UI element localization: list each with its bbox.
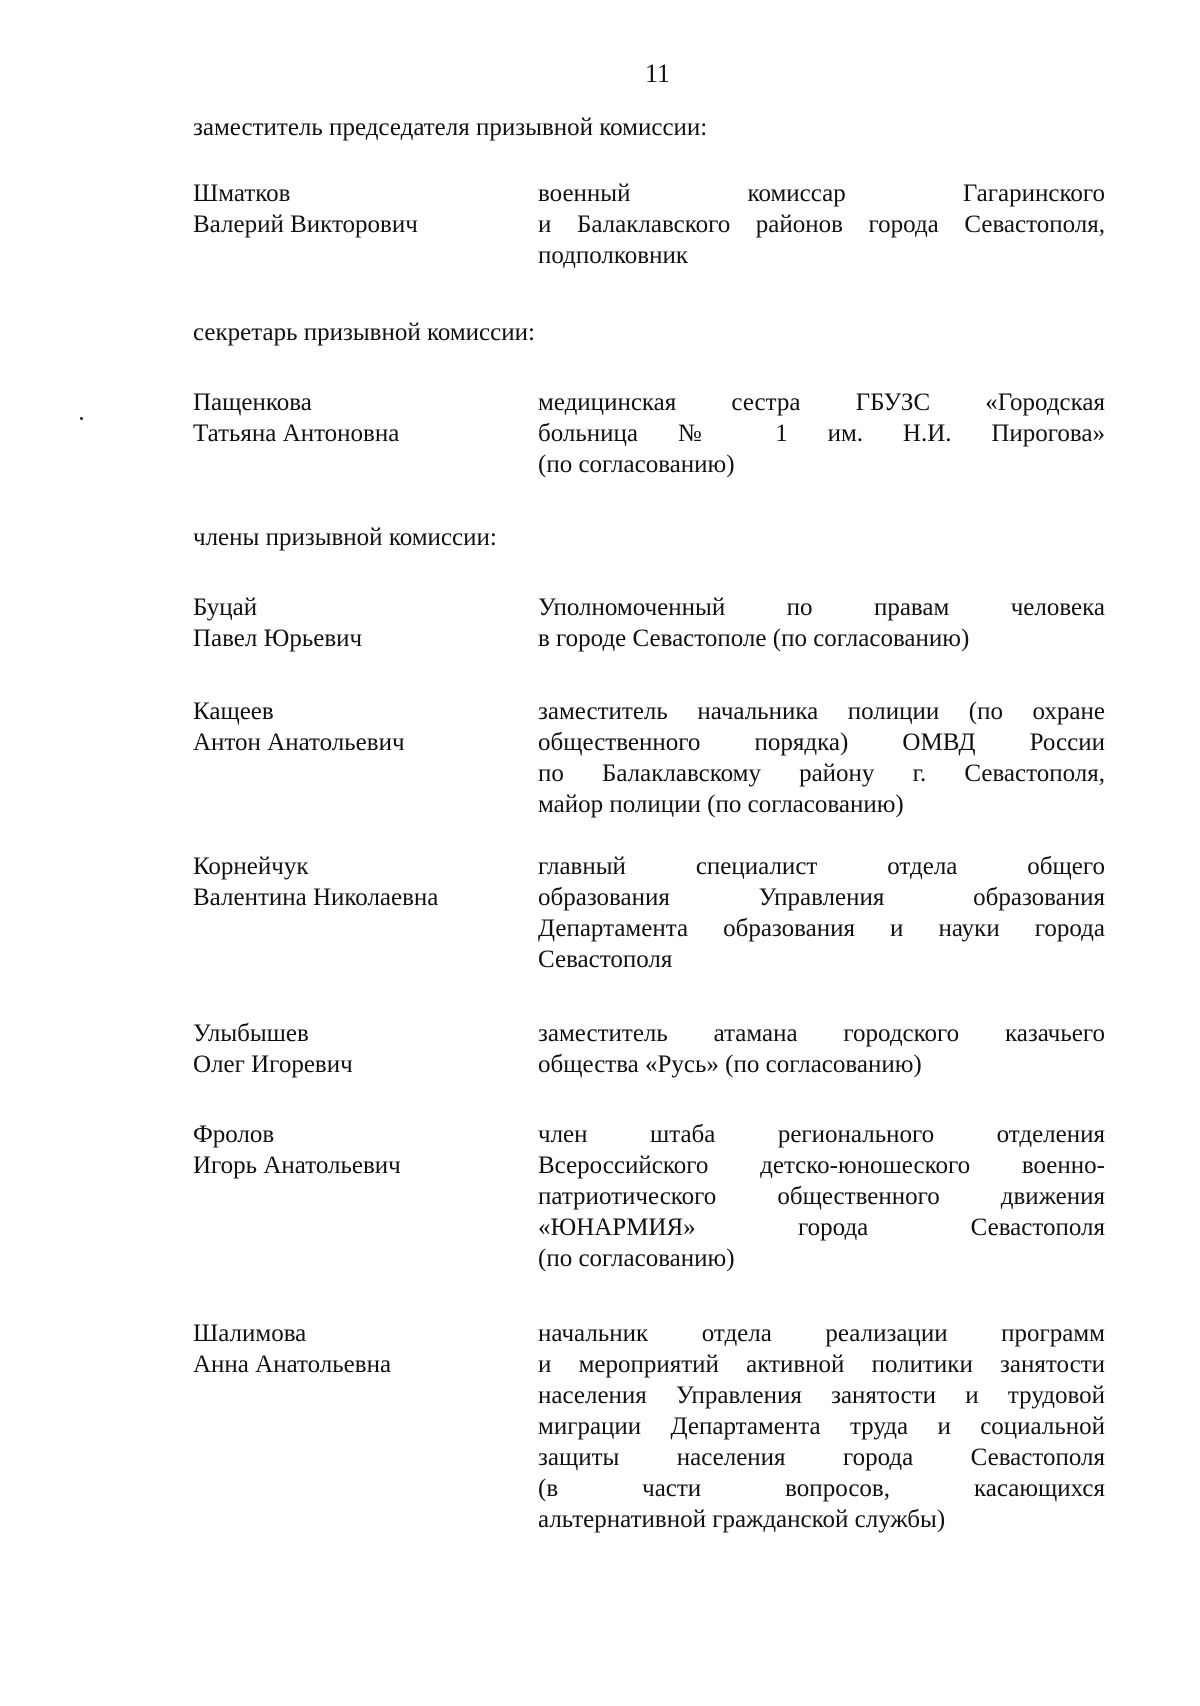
member-given-name: Павел Юрьевич xyxy=(193,625,363,652)
member-role xyxy=(538,1119,1105,1274)
role-line: защиты населения города Севастополя xyxy=(538,1444,1105,1471)
member-given-name: Татьяна Антоновна xyxy=(193,420,400,447)
role-line: альтернативной гражданской службы) xyxy=(538,1506,946,1533)
member-name xyxy=(193,1318,523,1380)
section-heading: заместитель председателя призывной комиссии: xyxy=(193,114,708,141)
role-line: и Балаклавского районов города Севастополя, xyxy=(538,211,1105,238)
member-name xyxy=(193,178,523,240)
member-role xyxy=(538,1318,1105,1535)
member-given-name: Игорь Анатольевич xyxy=(193,1152,401,1179)
member-given-name: Валерий Викторович xyxy=(193,211,418,238)
member-role xyxy=(538,696,1105,820)
member-role xyxy=(538,592,1105,654)
role-line: член штаба регионального отделения xyxy=(538,1121,1105,1148)
member-given-name: Анна Анатольевна xyxy=(193,1351,392,1378)
section-heading: члены призывной комиссии: xyxy=(193,524,497,551)
member-role xyxy=(538,387,1105,480)
member-surname: Шалимова xyxy=(193,1320,307,1347)
role-line: больница № 1 им. Н.И. Пирогова» xyxy=(538,420,1105,447)
role-line: Департамента образования и науки города xyxy=(538,915,1105,942)
member-role xyxy=(538,1018,1105,1080)
role-line: миграции Департамента труда и социальной xyxy=(538,1413,1105,1440)
member-given-name: Антон Анатольевич xyxy=(193,729,405,756)
section-heading: секретарь призывной комиссии: xyxy=(193,319,535,346)
role-line: заместитель начальника полиции (по охране xyxy=(538,698,1105,725)
role-line: по Балаклавскому району г. Севастополя, xyxy=(538,760,1105,787)
member-role xyxy=(538,851,1105,975)
member-surname: Пащенкова xyxy=(193,389,312,416)
role-line: начальник отдела реализации программ xyxy=(538,1320,1105,1347)
role-line: Всероссийского детско-юношеского военно- xyxy=(538,1152,1105,1179)
role-line: «ЮНАРМИЯ» города Севастополя xyxy=(538,1214,1105,1241)
role-line: медицинская сестра ГБУЗС «Городская xyxy=(538,389,1105,416)
member-name xyxy=(193,696,523,758)
member-name xyxy=(193,1018,523,1080)
scan-speck xyxy=(80,417,83,420)
role-line: общественного порядка) ОМВД России xyxy=(538,729,1105,756)
member-name xyxy=(193,387,523,449)
member-role xyxy=(538,178,1105,271)
role-line: заместитель атамана городского казачьего xyxy=(538,1020,1105,1047)
member-surname: Кащеев xyxy=(193,698,274,725)
role-line: военный комиссар Гагаринского xyxy=(538,180,1105,207)
role-line: патриотического общественного движения xyxy=(538,1183,1105,1210)
member-name xyxy=(193,851,523,913)
role-line: подполковник xyxy=(538,242,688,269)
role-line: (в части вопросов, касающихся xyxy=(538,1475,1105,1502)
role-line: общества «Русь» (по согласованию) xyxy=(538,1051,922,1078)
role-line: Уполномоченный по правам человека xyxy=(538,594,1105,621)
member-name xyxy=(193,1119,523,1181)
member-surname: Шматков xyxy=(193,180,291,207)
member-surname: Корнейчук xyxy=(193,853,309,880)
member-name xyxy=(193,592,523,654)
member-surname: Улыбышев xyxy=(193,1020,309,1047)
role-line: (по согласованию) xyxy=(538,1245,735,1272)
role-line: главный специалист отдела общего xyxy=(538,853,1105,880)
member-given-name: Олег Игоревич xyxy=(193,1051,353,1078)
member-surname: Буцай xyxy=(193,594,258,621)
page-number: 11 xyxy=(645,59,671,88)
role-line: и мероприятий активной политики занятости xyxy=(538,1351,1105,1378)
member-surname: Фролов xyxy=(193,1121,275,1148)
role-line: майор полиции (по согласованию) xyxy=(538,791,904,818)
member-given-name: Валентина Николаевна xyxy=(193,884,439,911)
role-line: в городе Севастополе (по согласованию) xyxy=(538,625,970,652)
role-line: образования Управления образования xyxy=(538,884,1105,911)
role-line: населения Управления занятости и трудовой xyxy=(538,1382,1105,1409)
role-line: (по согласованию) xyxy=(538,451,735,478)
role-line: Севастополя xyxy=(538,946,673,973)
